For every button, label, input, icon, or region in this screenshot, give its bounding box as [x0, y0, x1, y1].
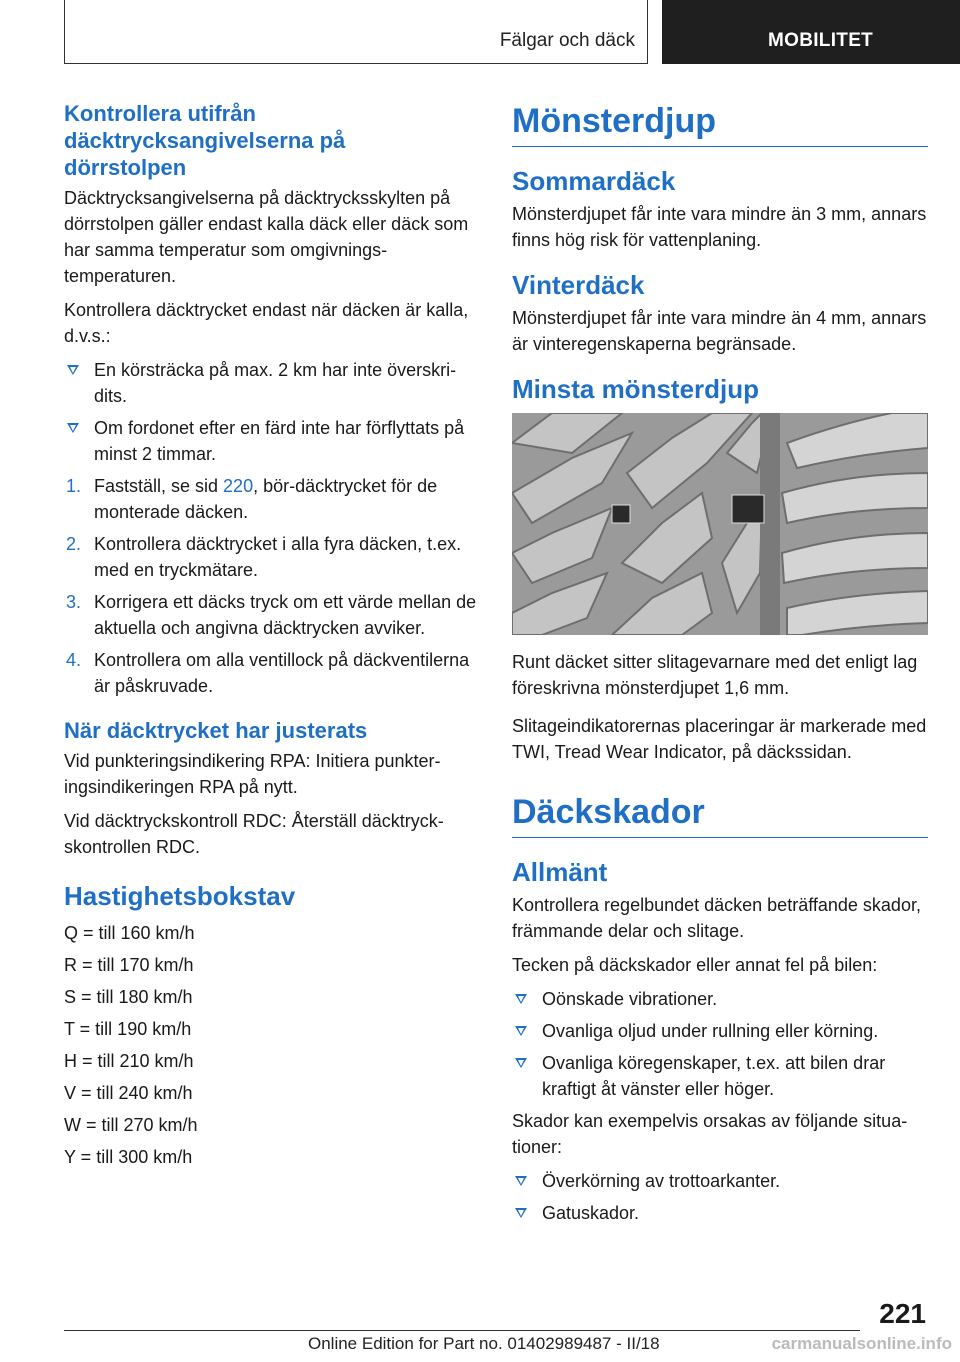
heading-check-door-pillar: Kontrollera utifrån däcktrycksangivelserna på dörrstolpen: [64, 101, 346, 180]
list-item: [64, 357, 478, 409]
paragraph-twi: Slitageindikatorernas placeringar är markerade med TWI, Tread Wear Indicator, på däckssidan.: [512, 716, 927, 762]
edition-note: Online Edition for Part no. 01402989487 - II/18: [308, 1334, 660, 1353]
header-section-title: Fälgar och däck: [499, 30, 635, 51]
step-text: Korrigera ett däcks tryck om ett värde mellan de aktuella och angivna däcktrycken avviker.: [94, 592, 477, 638]
list-item: [512, 986, 928, 1012]
list-item-text: Om fordonet efter en färd inte har förflyttats på minst 2 timmar.: [94, 418, 465, 464]
list-item-text: Oönskade vibrationer.: [542, 989, 718, 1009]
step-item: [64, 531, 478, 583]
page-number: 221: [879, 1298, 926, 1329]
heading-rule: [512, 837, 928, 838]
step-number: 2.: [66, 534, 82, 554]
heading-after-adjust: När däcktrycket har justerats: [64, 718, 368, 743]
page-link[interactable]: 220: [223, 476, 254, 496]
speed-rating-line: W = till 270 km/h: [64, 1115, 198, 1135]
triangle-bullet-icon: [67, 365, 79, 375]
triangle-bullet-icon: [515, 1208, 527, 1218]
list-item-text: En körsträcka på max. 2 km har inte överskridits.: [94, 360, 457, 406]
step-item: [64, 473, 478, 525]
paragraph-rpa: Vid punkteringsindikering RPA: Initiera punkteringsindikeringen RPA på nytt.: [64, 751, 441, 797]
step-text: Kontrollera däcktrycket i alla fyra däcken, t.ex. med en tryckmätare.: [94, 534, 462, 580]
list-item-text: Ovanliga oljud under rullning eller körning.: [542, 1021, 879, 1041]
paragraph-damage-causes: Skador kan exempelvis orsakas av följande situationer:: [512, 1111, 908, 1157]
paragraph-summer: Mönsterdjupet får inte vara mindre än 3 mm, annars finns hög risk för vattenplaning.: [512, 204, 927, 250]
paragraph-check-cold: Kontrollera däcktrycket endast när däcken är kalla, d.v.s.:: [64, 300, 469, 346]
header-chapter-title: MOBILITET: [768, 30, 874, 51]
header-section-box: [64, 0, 648, 64]
step-number: 1.: [66, 476, 82, 496]
list-item: [512, 1168, 928, 1194]
footer-rule: [64, 1330, 860, 1331]
watermark-text: carmanualsonline.info: [771, 1334, 952, 1353]
triangle-bullet-icon: [515, 994, 527, 1004]
paragraph-rdc: Vid däcktryckskontroll RDC: Återställ däcktryckskontrollen RDC.: [64, 811, 444, 857]
step-text: Fastställ, se sid: [94, 476, 224, 496]
heading-general: Allmänt: [512, 857, 608, 887]
list-item: [512, 1200, 928, 1226]
tire-tread-photo: [512, 413, 928, 635]
list-item-text: Överkörning av trottoarkanter.: [542, 1171, 781, 1191]
list-item: [512, 1050, 928, 1102]
speed-rating-line: S = till 180 km/h: [64, 987, 193, 1007]
paragraph-general-check: Kontrollera regelbundet däcken beträffande skador, främmande delar och slitage.: [512, 895, 921, 941]
header-chapter-box: [662, 0, 960, 64]
speed-rating-line: V = till 240 km/h: [64, 1083, 193, 1103]
list-item-text: Gatuskador.: [542, 1203, 640, 1223]
heading-min-depth: Minsta mönsterdjup: [512, 374, 760, 404]
right-column: [512, 100, 928, 1232]
heading-speed-letter: Hastighetsbokstav: [64, 881, 296, 911]
speed-rating-line: Y = till 300 km/h: [64, 1147, 193, 1167]
list-item: [64, 415, 478, 467]
step-text: Kontrollera om alla ventillock på däckventilerna är påskruvade.: [94, 650, 470, 696]
speed-rating-line: T = till 190 km/h: [64, 1019, 192, 1039]
step-number: 4.: [66, 650, 82, 670]
left-column: [64, 100, 478, 1176]
list-item: [512, 1018, 928, 1044]
speed-rating-line: Q = till 160 km/h: [64, 923, 195, 943]
paragraph-wear-indicator: Runt däcket sitter slitagevarnare med det enligt lag föreskrivna mönsterdjupet 1,6 mm.: [512, 652, 918, 698]
heading-winter-tires: Vinterdäck: [512, 270, 645, 300]
triangle-bullet-icon: [515, 1026, 527, 1036]
heading-tire-damage: Däckskador: [512, 793, 705, 831]
heading-summer-tires: Sommardäck: [512, 166, 676, 196]
heading-rule: [512, 146, 928, 147]
paragraph-winter: Mönsterdjupet får inte vara mindre än 4 mm, annars är vinteregenskaperna begränsade.: [512, 308, 927, 354]
paragraph-pressure-info: Däcktrycksangivelserna på däcktrycksskylten på dörrstolpen gäller endast kalla däck eller däck som har samma temperatur som omgivningstemperaturen.: [64, 188, 469, 286]
triangle-bullet-icon: [67, 423, 79, 433]
triangle-bullet-icon: [515, 1058, 527, 1068]
speed-rating-line: H = till 210 km/h: [64, 1051, 194, 1071]
triangle-bullet-icon: [515, 1176, 527, 1186]
heading-tread-depth: Mönsterdjup: [512, 102, 716, 140]
step-number: 3.: [66, 592, 82, 612]
paragraph-damage-signs: Tecken på däckskador eller annat fel på bilen:: [512, 955, 878, 975]
step-item: [64, 647, 478, 699]
speed-rating-line: R = till 170 km/h: [64, 955, 194, 975]
step-item: [64, 589, 478, 641]
list-item-text: Ovanliga köregenskaper, t.ex. att bilen drar kraftigt åt vänster eller höger.: [542, 1053, 886, 1099]
step-text-cont: , bör-däcktrycket för de monterade däcken.: [94, 476, 438, 522]
